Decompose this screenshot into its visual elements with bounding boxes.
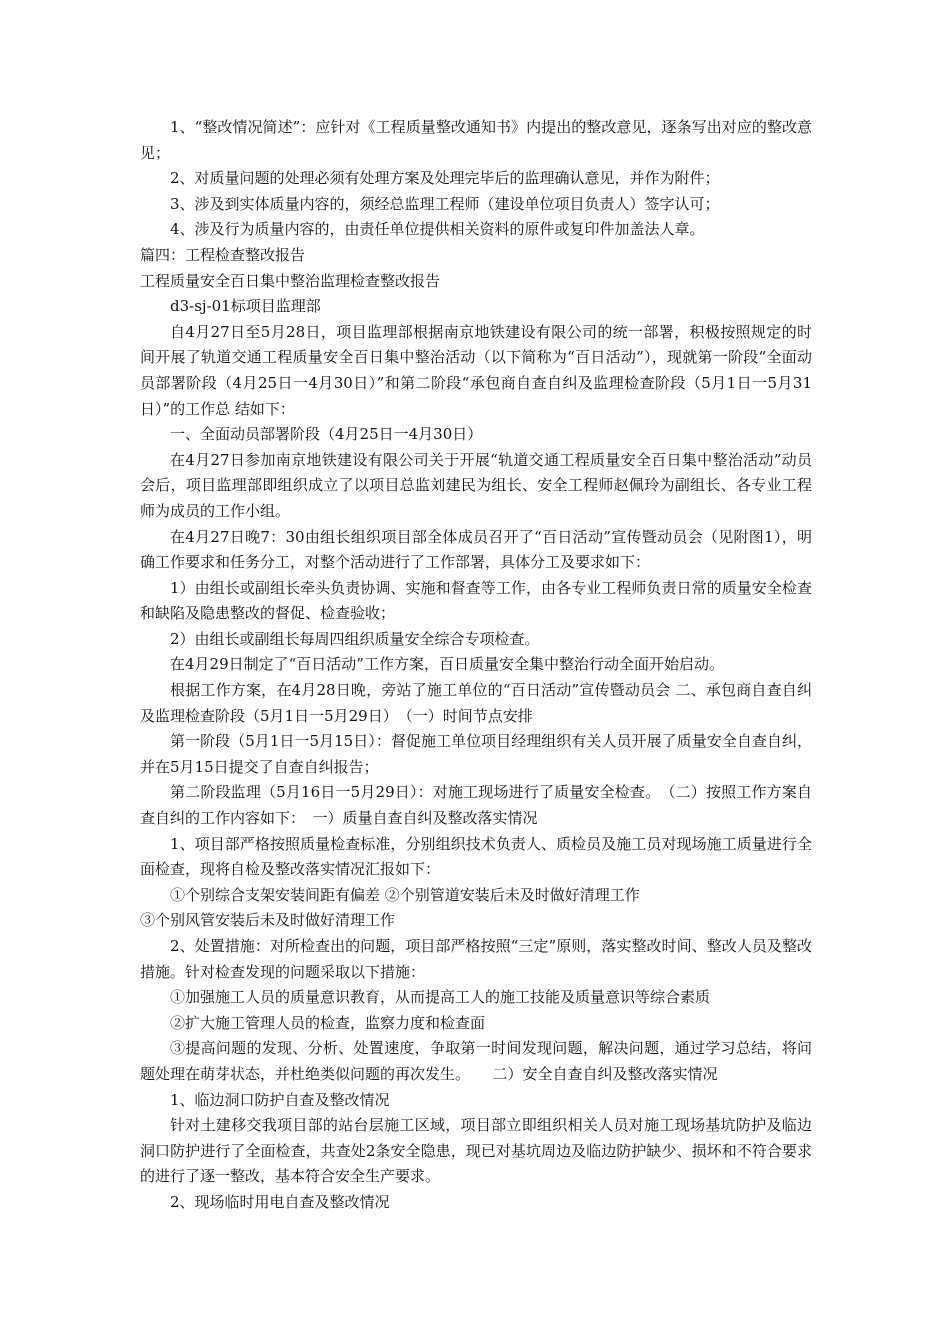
paragraph-10: 在4月27日参加南京地铁建设有限公司关于开展“轨道交通工程质量安全百日集中整治活动”动员会后，项目监理部即组织成立了以项目总监刘建民为组长、安全工程师赵佩玲为副组长、各专业工程师为成员的工作小组。 (140, 450, 812, 520)
paragraph-19: ①个别综合支架安装间距有偏差 ②个别管道安装后未及时做好清理工作 (170, 885, 640, 904)
paragraph-23: ②扩大施工管理人员的检查，监察力度和检查面 (170, 1013, 486, 1032)
paragraph-15: 根据工作方案，在4月28日晚，旁站了施工单位的“百日活动”宣传暨动员会 二、承包商自查自纠及监理检查阶段（5月1日一5月29日） （一）时间节点安排 (140, 681, 812, 725)
paragraph-2: 2、对质量问题的处理必须有处理方案及处理完毕后的监理确认意见，并作为附件； (170, 169, 720, 188)
paragraph-8: 自4月27日至5月28日，项目监理部根据南京地铁建设有限公司的统一部署，积极按照规定的时间开展了轨道交通工程质量安全百日集中整治活动（以下简称为“百日活动”），现就第一阶段“全面动员部署阶段（4月25日一4月30日）”和第二阶段“承包商自查自纠及监理检查阶段（5月1日一5月31日）”的工作总 结如下： (140, 322, 812, 418)
paragraph-5: 篇四：工程检查整改报告 (140, 245, 306, 264)
paragraph-14: 在4月29日制定了“百日活动”工作方案，百日质量安全集中整治行动全面开始启动。 (170, 655, 724, 674)
paragraph-18: 1、项目部严格按照质量检查标准，分别组织技术负责人、质检员及施工员对现场施工质量进行全面检查，现将自检及整改落实情况汇报如下： (140, 834, 812, 879)
paragraph-24: ③提高问题的发现、分析、处置速度，争取第一时间发现问题，解决问题，通过学习总结，将问题处理在萌芽状态，并杜绝类似问题的再次发生。 二）安全自查自纠及整改落实情况 (140, 1039, 812, 1083)
paragraph-6: 工程质量安全百日集中整治监理检查整改报告 (140, 271, 441, 290)
paragraph-4: 4、涉及行为质量内容的，由责任单位提供相关资料的原件或复印件加盖法人章。 (170, 220, 705, 239)
paragraph-20: ③个别风管安装后未及时做好清理工作 (140, 911, 396, 930)
paragraph-12: 1）由组长或副组长牵头负责协调、实施和督查等工作，由各专业工程师负责日常的质量安全检查和缺陷及隐患整改的督促、检查验收； (140, 578, 812, 623)
paragraph-25: 1、临边洞口防护自查及整改情况 (170, 1090, 390, 1109)
paragraph-9: 一、全面动员部署阶段（4月25日一4月30日） (170, 425, 483, 444)
paragraph-17: 第二阶段监理（5月16日一5月29日）：对施工现场进行了质量安全检查。 （二）按照工作方案自查自纠的工作内容如下： 一）质量自查自纠及整改落实情况 (140, 783, 812, 828)
paragraph-16: 第一阶段（5月1日一5月15日）：督促施工单位项目经理组织有关人员开展了质量安全自查自纠，并在5月15日提交了自查自纠报告； (140, 732, 812, 776)
paragraph-13: 2）由组长或副组长每周四组织质量安全综合专项检查。 (170, 629, 540, 648)
paragraph-11: 在4月27日晚7：30由组长组织项目部全体成员召开了“百日活动”宣传暨动员会（见附图1），明确工作要求和任务分工，对整个活动进行了工作部署，具体分工及要求如下： (140, 527, 812, 572)
paragraph-27: 2、现场临时用电自查及整改情况 (170, 1192, 390, 1211)
paragraph-26: 针对土建移交我项目部的站台层施工区域，项目部立即组织相关人员对施工现场基坑防护及临边洞口防护进行了全面检查，共查处2条安全隐患，现已对基坑周边及临边防护缺少、损坏和不符合要求的进行了逐一整改，基本符合安全生产要求。 (140, 1116, 812, 1186)
paragraph-22: ①加强施工人员的质量意识教育，从而提高工人的施工技能及质量意识等综合素质 (170, 988, 711, 1007)
paragraph-3: 3、涉及到实体质量内容的，须经总监理工程师（建设单位项目负责人）签字认可； (170, 194, 720, 213)
paragraph-1: 1、“整改情况简述”：应针对《工程质量整改通知书》内提出的整改意见，逐条写出对应的整改意见； (140, 118, 812, 162)
paragraph-21: 2、处置措施：对所检查出的问题，项目部严格按照“三定”原则，落实整改时间、整改人员及整改措施。针对检查发现的问题采取以下措施： (140, 937, 812, 981)
paragraph-7: d3-sj-01标项目监理部 (170, 297, 321, 316)
document-body (140, 115, 812, 1216)
